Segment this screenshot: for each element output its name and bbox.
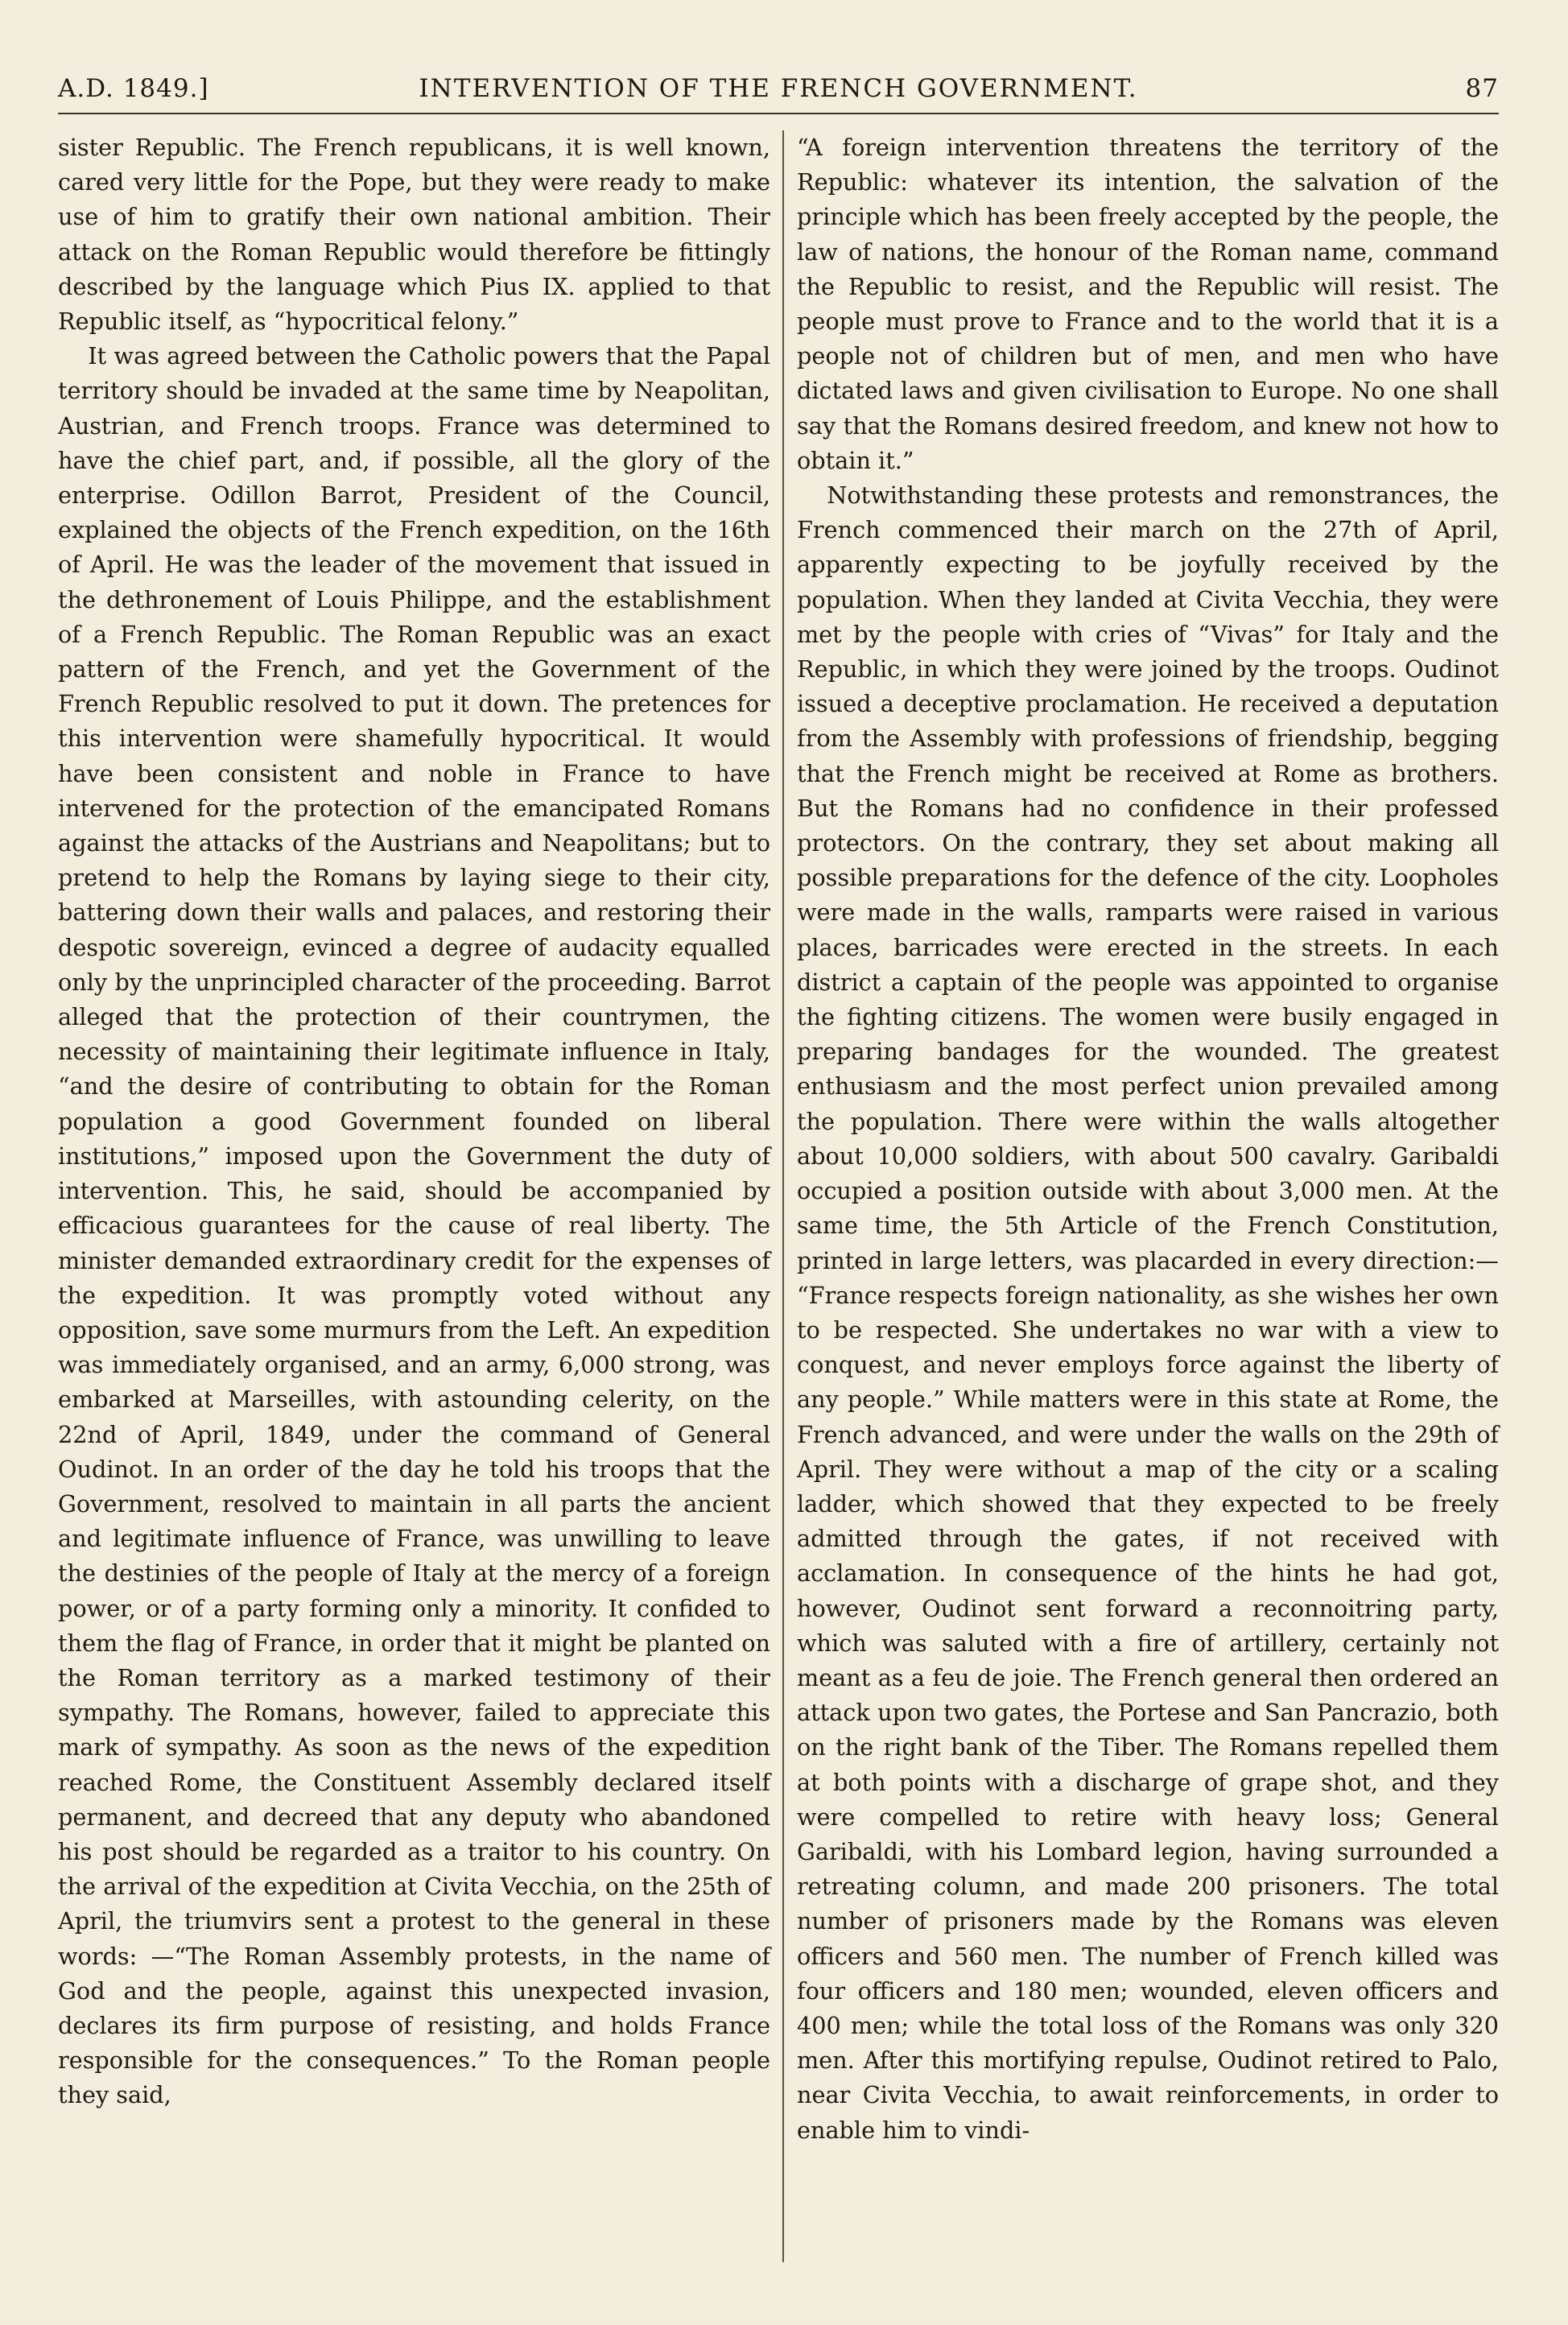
right-column	[797, 130, 1499, 2148]
paragraph: sister Republic. The French republicans, it is well known, cared very little for the Pope, but they were ready to make use of him to gratify their own national ambition. Their attack on the Roman Republic would therefore be fittingly described by the language which Pius IX. applied to that Republic itself, as “hypocritical felony.”	[58, 134, 770, 336]
header-title: INTERVENTION OF THE FRENCH GOVERNMENT.	[419, 74, 1138, 103]
paragraph: Notwithstanding these protests and remonstrances, the French commenced their march on the 27th of April, apparently expecting to be joyfully received by the population. When they landed at Civita Vecchia, they were met by the people with cries of “Vivas” for Italy and the Republic, in which they were joined by the troops. Oudinot issued a deceptive proclamation. He received a deputation from the Assembly with professions of friendship, begging that the French might be received at Rome as brothers. But the Romans had no confidence in their professed protectors. On the contrary, they set about making all possible preparations for the defence of the city. Loopholes were made in the walls, ramparts were raised in various places, barricades were erected in the streets. In each district a captain of the people was appointed to organise the fighting citizens. The women were busily engaged in preparing bandages for the wounded. The greatest enthusiasm and the most perfect union prevailed among the population. There were within the walls altogether about 10,000 soldiers, with about 500 cavalry. Garibaldi occupied a position outside with about 3,000 men. At the same time, the 5th Article of the French Constitution, printed in large letters, was placarded in every direction:— “France respects foreign nationality, as she wishes her own to be respected. She undertakes no war with a view to conquest, and never employs force against the liberty of any people.” While matters were in this state at Rome, the French advanced, and were under the walls on the 29th of April. They were without a map of the city or a scaling ladder, which showed that they expected to be freely admitted through the gates, if not received with acclamation. In consequence of the hints he had got, however, Oudinot sent forward a reconnoitring party, which was saluted with a fire of artillery, certainly not meant as a feu de joie. The French general then ordered an attack upon two gates, the Portese and San Pancrazio, both on the right bank of the Tiber. The Romans repelled them at both points with a discharge of grape shot, and they were compelled to retire with heavy loss; General Garibaldi, with his Lombard legion, having surrounded a retreating column, and made 200 prisoners. The total number of prisoners made by the Romans was eleven officers and 560 men. The number of French killed was four officers and 180 men; wounded, eleven officers and 400 men; while the total loss of the Romans was only 320 men. After this mortifying repulse, Oudinot retired to Palo, near Civita Vecchia, to await reinforcements, in order to enable him to vindi-	[797, 481, 1499, 2144]
running-header	[58, 64, 1499, 114]
page-number: 87	[1465, 74, 1499, 103]
text-columns	[58, 130, 1499, 2294]
paragraph: It was agreed between the Catholic powers that the Papal territory should be invaded at the same time by Neapolitan, Austrian, and French troops. France was determined to have the chief part, and, if possible, all the glory of the enterprise. Odillon Barrot, President of the Council, explained the objects of the French expedition, on the 16th of April. He was the leader of the movement that issued in the dethronement of Louis Philippe, and the establishment of a French Republic. The Roman Republic was an exact pattern of the French, and yet the Government of the French Republic resolved to put it down. The pretences for this intervention were shamefully hypocritical. It would have been consistent and noble in France to have intervened for the protection of the emancipated Romans against the attacks of the Austrians and Neapolitans; but to pretend to help the Romans by laying siege to their city, battering down their walls and palaces, and restoring their despotic sovereign, evinced a degree of audacity equalled only by the unprincipled character of the proceeding. Barrot alleged that the protection of their countrymen, the necessity of maintaining their legitimate influence in Italy, “and the desire of contributing to obtain for the Roman population a good Government founded on liberal institutions,” imposed upon the Government the duty of intervention. This, he said, should be accompanied by efficacious guarantees for the cause of real liberty. The minister demanded extraordinary credit for the expenses of the expedition. It was promptly voted without any opposition, save some murmurs from the Left. An expedition was immediately organised, and an army, 6,000 strong, was embarked at Marseilles, with astounding celerity, on the 22nd of April, 1849, under the command of General Oudinot. In an order of the day he told his troops that the Government, resolved to maintain in all parts the ancient and legitimate influence of France, was unwilling to leave the destinies of the people of Italy at the mercy of a foreign power, or of a party forming only a minority. It confided to them the flag of France, in order that it might be planted on the Roman territory as a marked testimony of their sympathy. The Romans, however, failed to appreciate this mark of sympathy. As soon as the news of the expedition reached Rome, the Constituent Assembly declared itself permanent, and decreed that any deputy who abandoned his post should be regarded as a traitor to his country. On the arrival of the expedition at Civita Vecchia, on the 25th of April, the triumvirs sent a protest to the general in these words: —“The Roman Assembly protests, in the name of God and the people, against this unexpected invasion, declares its firm purpose of resisting, and holds France responsible for the consequences.” To the Roman people they said,	[58, 342, 770, 2109]
left-column	[58, 130, 770, 2113]
column-divider	[782, 130, 784, 2262]
header-date: A.D. 1849.]	[58, 74, 209, 103]
page	[58, 64, 1499, 2294]
paragraph: “A foreign intervention threatens the territory of the Republic: whatever its intention, the salvation of the principle which has been freely accepted by the people, the law of nations, the honour of the Roman name, command the Republic to resist, and the Republic will resist. The people must prove to France and to the world that it is a people not of children but of men, and men who have dictated laws and given civilisation to Europe. No one shall say that the Romans desired freedom, and knew not how to obtain it.”	[797, 134, 1499, 474]
